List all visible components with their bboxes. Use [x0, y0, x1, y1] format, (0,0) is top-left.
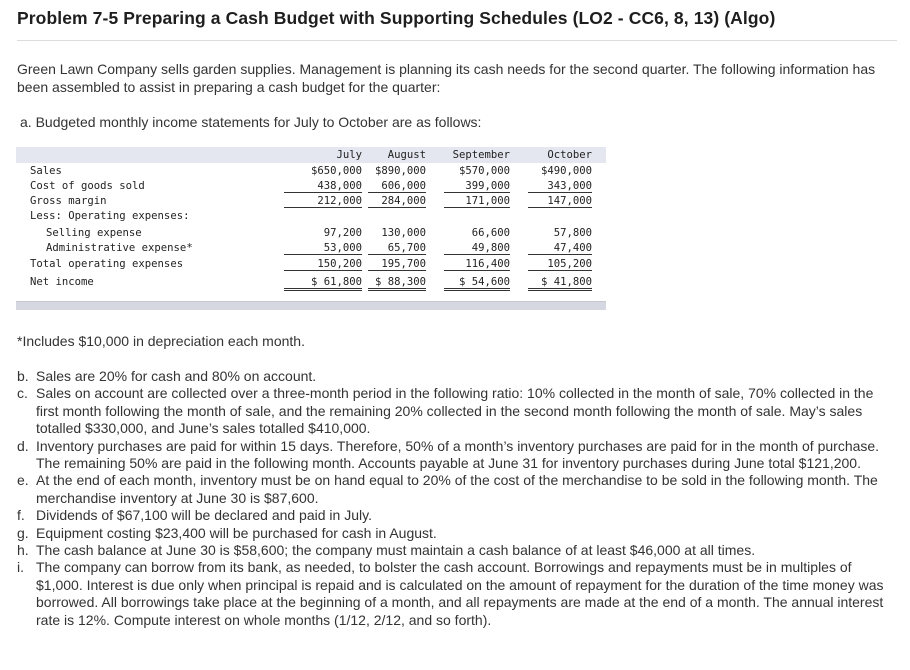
cell: 195,700 — [368, 258, 426, 271]
cell: 47,400 — [528, 242, 592, 255]
item-letter: h. — [17, 542, 29, 559]
list-item — [17, 559, 899, 629]
cell: $ 41,800 — [528, 276, 592, 291]
cell: 65,700 — [368, 242, 426, 255]
item-text: Equipment costing $23,400 will be purchased for cash in August. — [36, 524, 437, 541]
table-row-operating-expenses-heading — [16, 210, 606, 224]
cell: $ 88,300 — [368, 276, 426, 291]
depreciation-footnote: *Includes $10,000 in depreciation each month. — [17, 333, 305, 349]
cell: 284,000 — [368, 195, 426, 208]
title-divider — [17, 40, 897, 41]
item-text: Sales on account are collected over a three-month period in the following ratio: 10% collected in the month of sale, 70% collected in the first month following the month of sale, and the remaining 20% collected in the second month following the month of sale. May’s sales totalled $330,000, and June’s sales totalled $410,000. — [36, 385, 874, 437]
part-a-heading: a. Budgeted monthly income statements for July to October are as follows: — [20, 114, 482, 130]
row-label: Administrative expense* — [46, 242, 193, 254]
income-statement-table — [16, 147, 606, 310]
cell: $ 61,800 — [284, 276, 362, 291]
table-row-cogs — [16, 180, 606, 194]
cell: $570,000 — [458, 165, 510, 177]
cell: $890,000 — [374, 165, 426, 177]
item-text: At the end of each month, inventory must be on hand equal to 20% of the cost of the merchandise to be sold in the following month. The merchandise inventory at June 30 is $87,600. — [36, 472, 878, 506]
cell: 343,000 — [528, 180, 592, 193]
item-letter: d. — [17, 437, 29, 454]
list-item — [17, 472, 899, 507]
cell: 49,800 — [444, 242, 510, 255]
row-label: Selling expense — [46, 227, 142, 239]
list-item — [17, 368, 899, 385]
cell: 212,000 — [284, 195, 362, 208]
item-letter: g. — [17, 524, 29, 541]
list-item — [17, 525, 899, 542]
row-label: Sales — [30, 165, 62, 177]
cell: 116,400 — [444, 258, 510, 271]
cell: $650,000 — [310, 165, 362, 177]
row-label: Net income — [30, 276, 94, 288]
cell: 97,200 — [323, 227, 362, 239]
table-row-gross-margin — [16, 195, 606, 209]
row-label: Gross margin — [30, 195, 107, 207]
cell: 66,600 — [471, 227, 510, 239]
cell: $490,000 — [540, 165, 592, 177]
table-header-row — [16, 149, 606, 163]
page-title: Problem 7-5 Preparing a Cash Budget with Supporting Schedules (LO2 - CC6, 8, 13) (Algo) — [17, 8, 776, 28]
cell: $ 54,600 — [444, 276, 510, 291]
list-item — [17, 438, 899, 473]
list-item — [17, 507, 899, 524]
cell: 171,000 — [444, 195, 510, 208]
row-label: Less: Operating expenses: — [30, 210, 190, 222]
item-letter: f. — [17, 507, 25, 524]
cell: 606,000 — [368, 180, 426, 193]
row-label: Cost of goods sold — [30, 180, 145, 192]
cell: 130,000 — [381, 227, 426, 239]
table-row-total-operating-expenses — [16, 258, 606, 272]
item-text: Sales are 20% for cash and 80% on account. — [36, 368, 317, 384]
cell: 53,000 — [284, 242, 362, 255]
cell: 147,000 — [528, 195, 592, 208]
row-label: Total operating expenses — [30, 258, 184, 270]
item-letter: b. — [17, 368, 29, 384]
table-row-sales — [16, 165, 606, 179]
cell: 399,000 — [444, 180, 510, 193]
item-text: The company can borrow from its bank, as needed, to bolster the cash account. Borrowings and repayments must be in multiples of $1,000. Interest is due only when principal is repaid and is calculated on the amount of repayment for the duration of the time money was borrowed. All borrowings take place at the beginning of a month, and all repayments are made at the end of a month. The annual interest rate is 12%. Compute interest on whole months (1/12, 2/12, and so forth). — [36, 559, 884, 628]
list-item — [17, 542, 899, 559]
cell: 105,200 — [528, 258, 592, 271]
item-letter: c. — [17, 385, 28, 402]
item-letter: i. — [17, 559, 24, 576]
item-text: Dividends of $67,100 will be declared and paid in July. — [36, 507, 372, 524]
table-row-net-income — [16, 276, 606, 290]
table-footer-band — [16, 301, 606, 310]
item-text: The cash balance at June 30 is $58,600; the company must maintain a cash balance of at least $46,000 at all times. — [36, 542, 756, 559]
column-header-october: October — [547, 149, 592, 161]
table-row-selling-expense — [16, 227, 606, 241]
column-header-july: July — [336, 149, 362, 161]
item-letter: e. — [17, 472, 29, 489]
intro-paragraph: Green Lawn Company sells garden supplies. Management is planning its cash needs for the second quarter. The following information has been assembled to assist in preparing a cash budget for the quarter: — [17, 61, 876, 95]
cell: 57,800 — [553, 227, 592, 239]
list-item — [17, 385, 899, 437]
cell: 150,200 — [284, 258, 362, 271]
cell: 438,000 — [284, 180, 362, 193]
item-text: Inventory purchases are paid for within 15 days. Therefore, 50% of a month’s inventory purchases are paid for in the month of purchase. The remaining 50% are paid in the following month. Accounts payable at June 31 for inventory purchases during June total $121,200. — [36, 437, 880, 472]
table-row-administrative-expense — [16, 242, 606, 256]
column-header-august: August — [387, 149, 426, 161]
column-header-september: September — [452, 149, 510, 161]
problem-items-list — [17, 368, 899, 629]
